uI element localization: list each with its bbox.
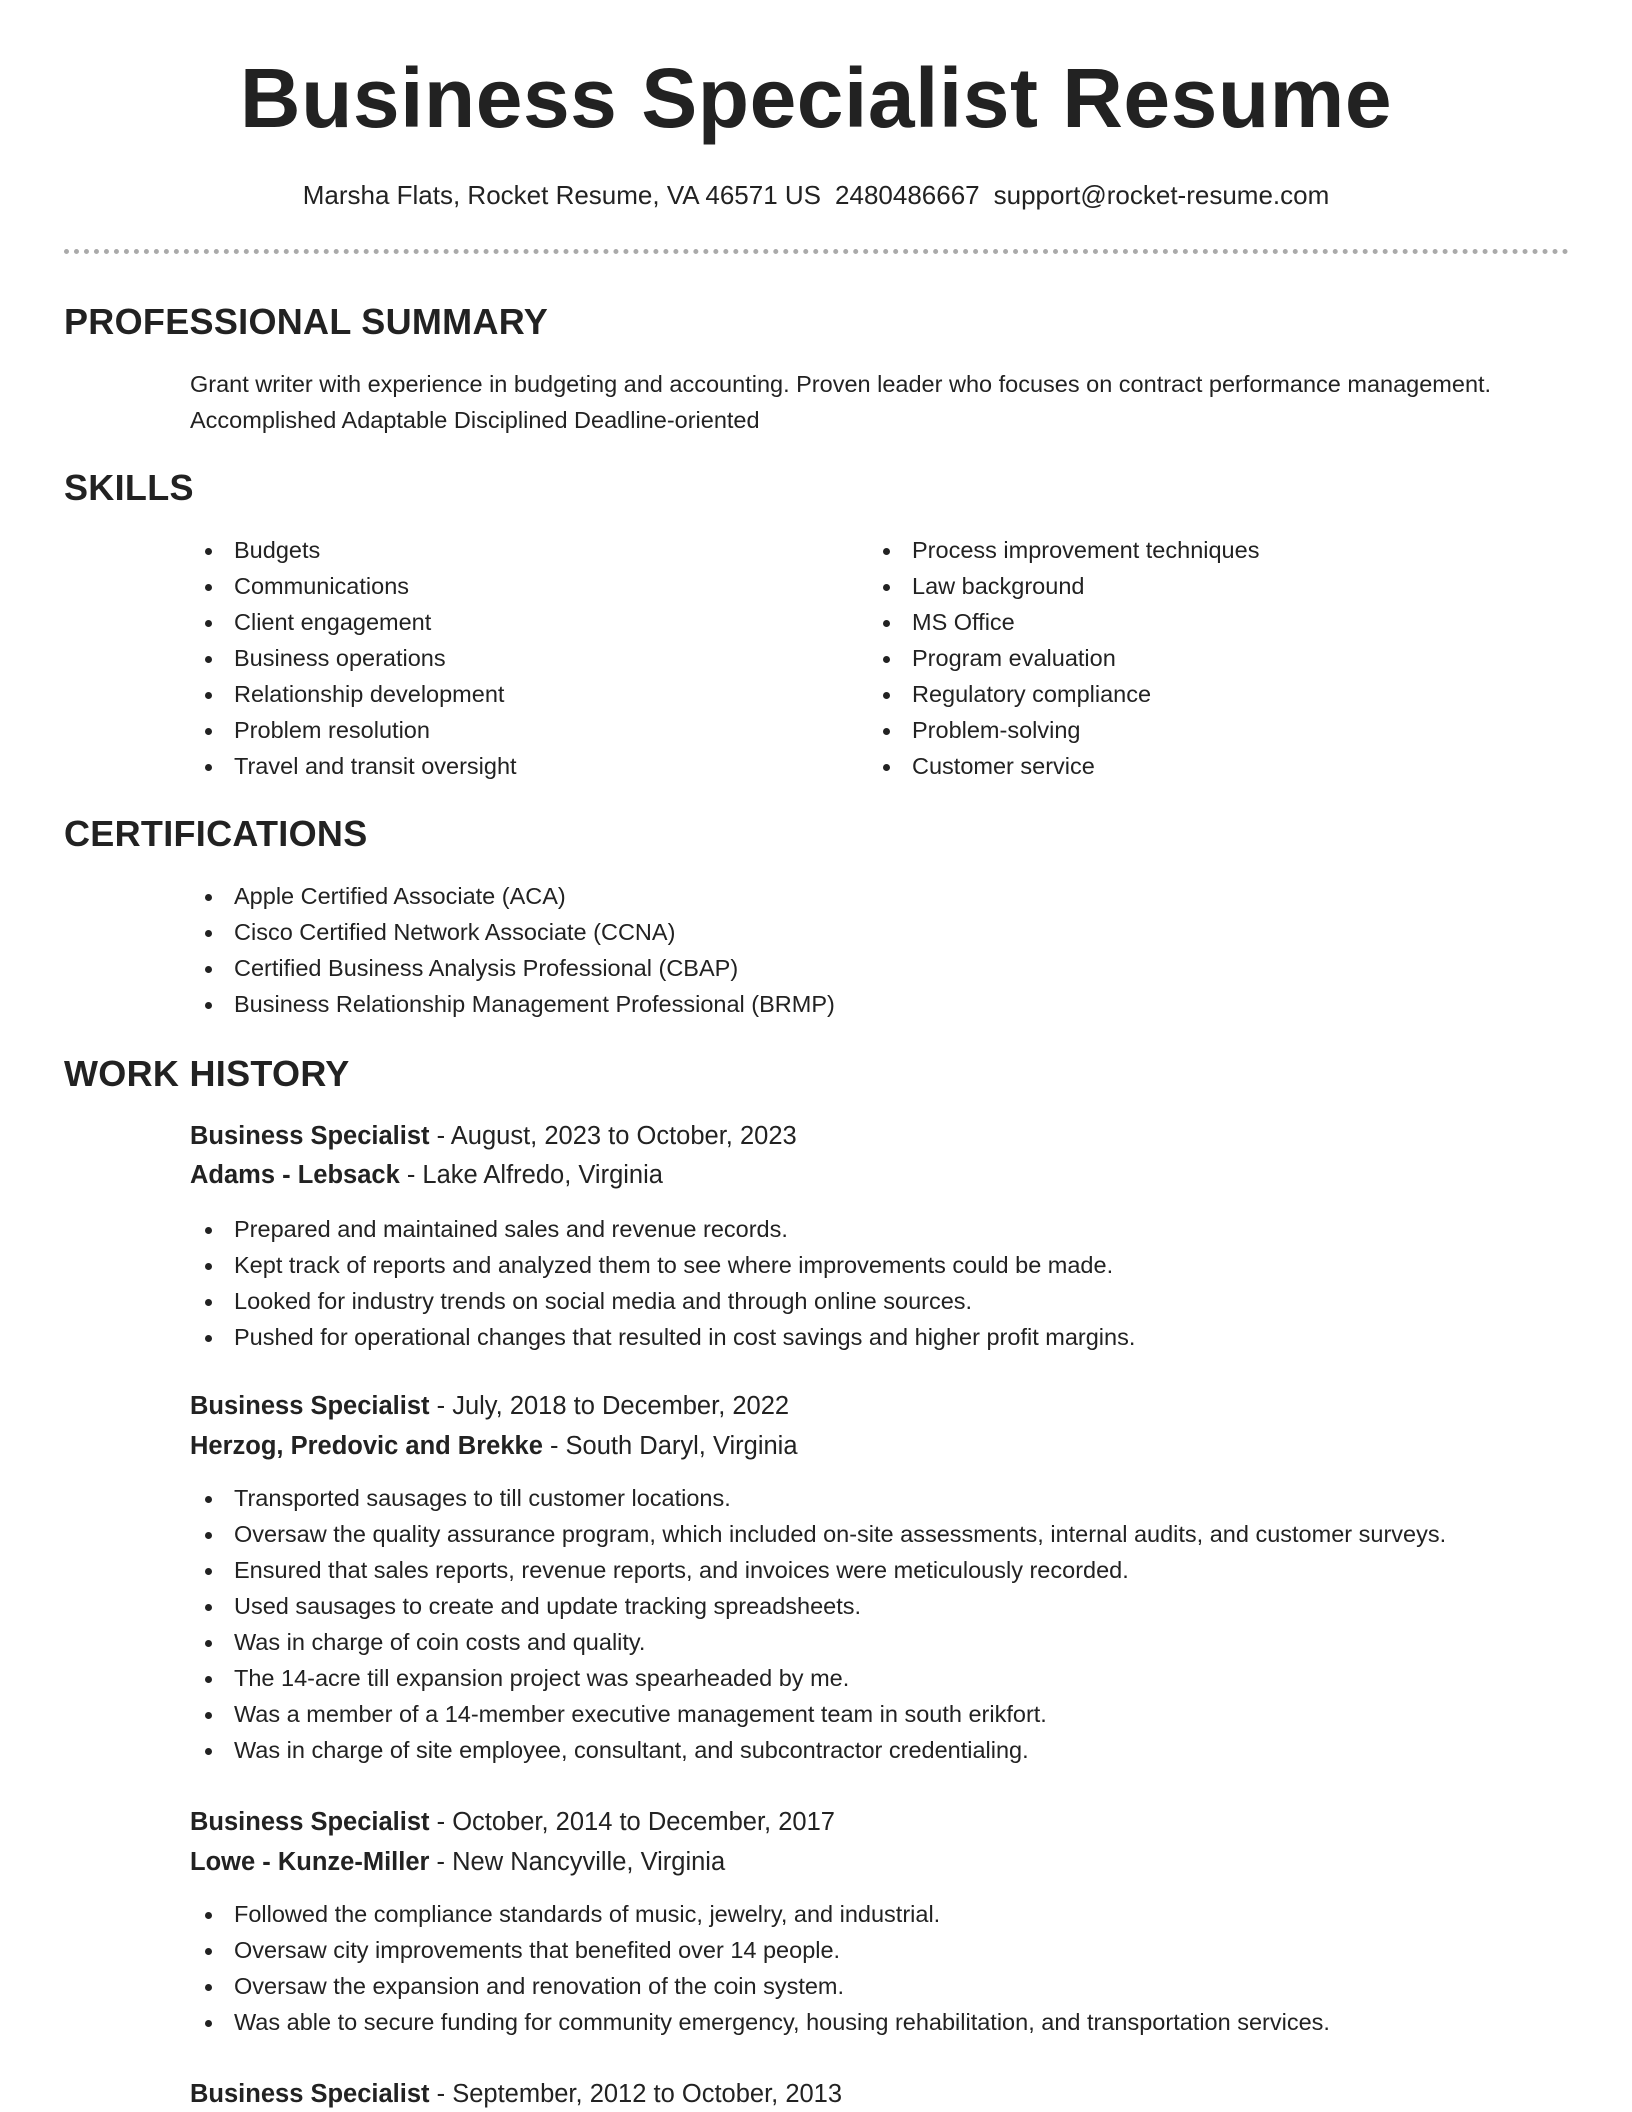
work-history-heading: WORK HISTORY bbox=[64, 1053, 350, 1094]
list-item: Process improvement techniques bbox=[868, 532, 1259, 568]
job-dates: - August, 2023 to October, 2023 bbox=[429, 1122, 797, 1150]
job-title: Business Specialist bbox=[190, 1392, 430, 1420]
list-item: Business operations bbox=[190, 640, 517, 676]
job-dates: - September, 2012 to October, 2013 bbox=[429, 2080, 843, 2108]
contact-line bbox=[0, 180, 1632, 211]
list-item: The 14-acre till expansion project was spearheaded by me. bbox=[190, 1660, 1446, 1696]
job-title-line bbox=[190, 2082, 842, 2108]
list-item: Used sausages to create and update tracking spreadsheets. bbox=[190, 1588, 1446, 1624]
list-item: Law background bbox=[868, 568, 1259, 604]
list-item: Problem resolution bbox=[190, 712, 517, 748]
list-item: Followed the compliance standards of music, jewelry, and industrial. bbox=[190, 1896, 1330, 1932]
list-item: Client engagement bbox=[190, 604, 517, 640]
list-item: Transported sausages to till customer locations. bbox=[190, 1480, 1446, 1516]
contact-address: Marsha Flats, Rocket Resume, VA 46571 US bbox=[302, 180, 822, 210]
summary-heading: PROFESSIONAL SUMMARY bbox=[64, 301, 549, 342]
job-title-line bbox=[190, 1810, 835, 1836]
list-item: Budgets bbox=[190, 532, 517, 568]
list-item: Oversaw city improvements that benefited over 14 people. bbox=[190, 1932, 1330, 1968]
certifications-list bbox=[190, 878, 835, 1022]
certifications-heading: CERTIFICATIONS bbox=[64, 813, 368, 854]
list-item: Apple Certified Associate (ACA) bbox=[190, 878, 835, 914]
skills-list-left bbox=[190, 532, 517, 784]
list-item: Problem-solving bbox=[868, 712, 1259, 748]
list-item: Customer service bbox=[868, 748, 1259, 784]
list-item: Cisco Certified Network Associate (CCNA) bbox=[190, 914, 835, 950]
list-item: Regulatory compliance bbox=[868, 676, 1259, 712]
list-item: Prepared and maintained sales and revenue records. bbox=[190, 1211, 1135, 1247]
list-item: Program evaluation bbox=[868, 640, 1259, 676]
job-title-line bbox=[190, 1394, 789, 1420]
list-item: Relationship development bbox=[190, 676, 517, 712]
list-item: Was able to secure funding for community emergency, housing rehabilitation, and transportation services. bbox=[190, 2004, 1330, 2040]
header-divider bbox=[64, 249, 1569, 254]
list-item: Ensured that sales reports, revenue reports, and invoices were meticulously recorded. bbox=[190, 1552, 1446, 1588]
list-item: MS Office bbox=[868, 604, 1259, 640]
job-bullets bbox=[190, 1211, 1135, 1355]
list-item: Certified Business Analysis Professional (CBAP) bbox=[190, 950, 835, 986]
job-title: Business Specialist bbox=[190, 2080, 430, 2108]
list-item: Business Relationship Management Professional (BRMP) bbox=[190, 986, 835, 1022]
list-item: Travel and transit oversight bbox=[190, 748, 517, 784]
summary-line-2: Accomplished Adaptable Disciplined Deadline-oriented bbox=[190, 407, 760, 433]
job-company: Lowe - Kunze-Miller bbox=[190, 1848, 430, 1876]
summary-line-1: Grant writer with experience in budgeting and accounting. Proven leader who focuses on contract performance management. bbox=[190, 371, 1492, 397]
list-item: Was in charge of site employee, consultant, and subcontractor credentialing. bbox=[190, 1732, 1446, 1768]
list-item: Was a member of a 14-member executive management team in south erikfort. bbox=[190, 1696, 1446, 1732]
list-item: Communications bbox=[190, 568, 517, 604]
job-title-line bbox=[190, 1124, 797, 1150]
contact-phone: 2480486667 bbox=[835, 180, 980, 210]
list-item: Pushed for operational changes that resulted in cost savings and higher profit margins. bbox=[190, 1319, 1135, 1355]
job-company-line bbox=[190, 1434, 798, 1460]
resume-title: Business Specialist Resume bbox=[239, 51, 1393, 145]
job-title: Business Specialist bbox=[190, 1808, 430, 1836]
list-item: Kept track of reports and analyzed them to see where improvements could be made. bbox=[190, 1247, 1135, 1283]
list-item: Looked for industry trends on social media and through online sources. bbox=[190, 1283, 1135, 1319]
job-location: - Lake Alfredo, Virginia bbox=[399, 1161, 663, 1189]
job-title: Business Specialist bbox=[190, 1122, 430, 1150]
skills-list-right bbox=[868, 532, 1259, 784]
job-bullets bbox=[190, 1896, 1330, 2040]
job-company: Adams - Lebsack bbox=[190, 1161, 400, 1189]
list-item: Oversaw the expansion and renovation of the coin system. bbox=[190, 1968, 1330, 2004]
job-dates: - October, 2014 to December, 2017 bbox=[429, 1808, 835, 1836]
job-location: - New Nancyville, Virginia bbox=[429, 1848, 726, 1876]
list-item: Oversaw the quality assurance program, which included on-site assessments, internal audits, and customer surveys. bbox=[190, 1516, 1446, 1552]
job-location: - South Daryl, Virginia bbox=[542, 1432, 798, 1460]
list-item: Was in charge of coin costs and quality. bbox=[190, 1624, 1446, 1660]
job-company: Herzog, Predovic and Brekke bbox=[190, 1432, 543, 1460]
contact-email: support@rocket-resume.com bbox=[993, 180, 1330, 210]
job-company-line bbox=[190, 1850, 725, 1876]
job-bullets bbox=[190, 1480, 1446, 1768]
summary-text bbox=[190, 366, 1580, 438]
job-company-line bbox=[190, 1163, 663, 1189]
job-dates: - July, 2018 to December, 2022 bbox=[429, 1392, 790, 1420]
skills-heading: SKILLS bbox=[64, 467, 194, 508]
